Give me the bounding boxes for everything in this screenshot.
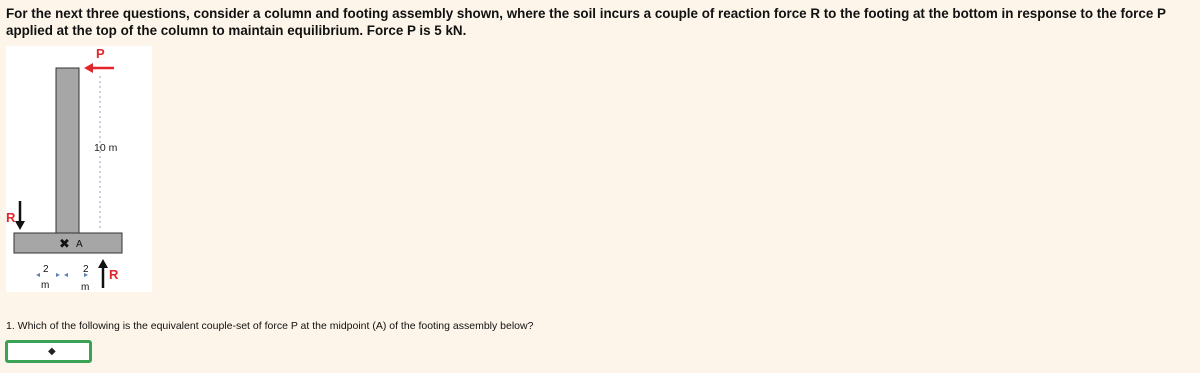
reaction-right-arrow bbox=[98, 259, 108, 288]
point-a-label: A bbox=[76, 239, 83, 250]
dim-left-value: 2 bbox=[43, 264, 49, 275]
height-label: 10 m bbox=[94, 142, 118, 154]
diagram-svg bbox=[6, 46, 152, 292]
reaction-right-label: R bbox=[109, 267, 119, 282]
column-footing-figure bbox=[6, 46, 152, 292]
dim-right-unit: m bbox=[81, 282, 90, 292]
updown-caret-icon: ◆ bbox=[48, 346, 56, 357]
question-intro: For the next three questions, consider a column and footing assembly shown, where the soil incurs a couple of reaction force R to the footing at the bottom in response to the force P applied at the top of the column to maintain equilibrium. Force P is 5 kN. bbox=[6, 6, 1166, 38]
dim-left-unit: m bbox=[41, 280, 50, 291]
force-p-label: P bbox=[96, 46, 105, 61]
reaction-left-label: R bbox=[6, 210, 16, 225]
question-text: 1. Which of the following is the equivalent couple-set of force P at the midpoint (A) of the footing assembly below? bbox=[6, 320, 534, 332]
reaction-left-arrow bbox=[15, 201, 25, 230]
force-p-arrow bbox=[84, 63, 114, 73]
answer-dropdown[interactable] bbox=[5, 340, 92, 363]
point-a-marker: ✖ bbox=[59, 237, 70, 252]
dim-right-value: 2 bbox=[83, 264, 89, 275]
column bbox=[56, 68, 79, 233]
